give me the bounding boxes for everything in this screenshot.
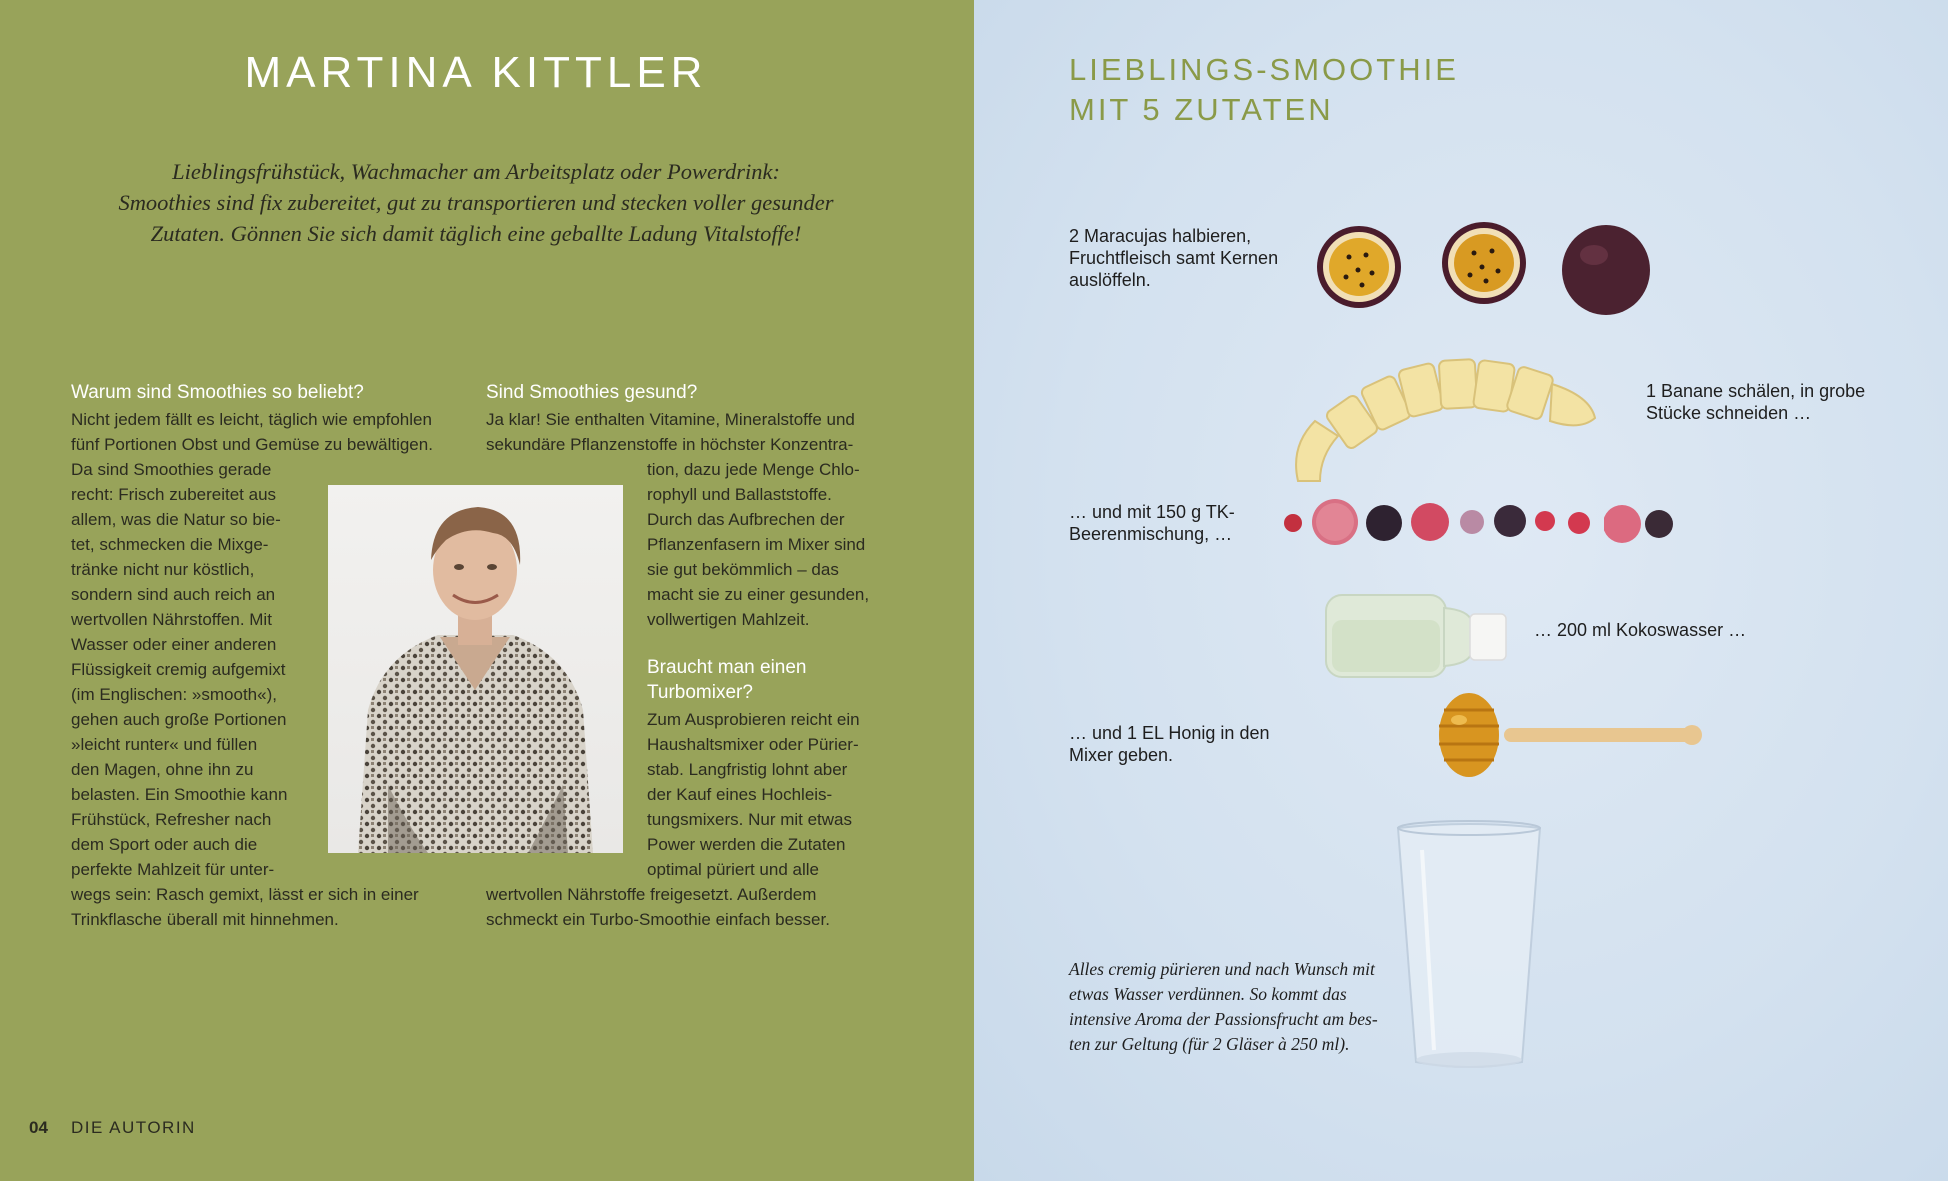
text-line: der Kauf eines Hochleis- [647,785,833,804]
section-label: DIE AUTORIN [71,1118,196,1137]
intro-paragraph [70,156,882,249]
text-line: belasten. Ein Smoothie kann [71,785,288,804]
text-line: tet, schmecken die Mixge- [71,535,269,554]
step-line: Stücke schneiden … [1646,403,1812,423]
berries-illustration [1280,495,1620,550]
column1-text-narrow [71,457,287,882]
text-line: fünf Portionen Obst und Gemüse zu bewältigen. [71,435,433,454]
step-berries-text [1069,501,1235,545]
text-line: recht: Frisch zubereitet aus [71,485,277,504]
text-line: wertvollen Nährstoffen. Mit [71,610,272,629]
closing-instructions [1069,957,1409,1057]
text-line: tion, dazu jede Menge Chlo- [647,460,860,479]
column1-heading: Warum sind Smoothies so beliebt? [71,382,364,403]
step-banana-text [1646,380,1865,424]
text-line: sie gut bekömmlich – das [647,560,839,579]
intro-line: Smoothies sind fix zubereitet, gut zu transportieren und stecken voller gesunder [118,190,834,215]
step-line: 2 Maracujas halbieren, [1069,226,1252,246]
step-line: Beerenmischung, … [1069,524,1233,544]
intro-line: Zutaten. Gönnen Sie sich damit täglich eine geballte Ladung Vitalstoffe! [150,221,802,246]
closing-line: etwas Wasser verdünnen. So kommt das [1069,984,1347,1004]
column2-text-top [486,407,855,457]
text-line: perfekte Mahlzeit für unter- [71,860,275,879]
text-line: schmeckt ein Turbo-Smoothie einfach besser. [486,910,830,929]
banana-illustration [1290,336,1610,486]
step-line: Fruchtfleisch samt Kernen [1069,248,1279,268]
text-line: optimal püriert und alle [647,860,819,879]
text-line: macht sie zu einer gesunden, [647,585,870,604]
step-maracuja-text [1069,225,1278,291]
text-line: wertvollen Nährstoffe freigesetzt. Außerdem [486,885,817,904]
column2-text-narrow2 [647,707,860,882]
step-line: Mixer geben. [1069,745,1174,765]
step-coconut-text [1534,619,1746,641]
glass-illustration [1394,820,1544,1075]
coconut-water-bottle-illustration [1324,590,1509,680]
author-portrait-illustration [328,485,623,853]
berries-illustration-end [1604,500,1674,550]
step-line: … 200 ml Kokoswasser … [1534,620,1747,640]
passion-fruit-illustration [1314,215,1654,320]
column1-text-bottom [71,882,419,932]
text-line: (im Englischen: »smooth«), [71,685,277,704]
text-line: dem Sport oder auch die [71,835,258,854]
text-line: Pflanzenfasern im Mixer sind [647,535,866,554]
text-line: tungsmixers. Nur mit etwas [647,810,852,829]
text-line: »leicht runter« und füllen [71,735,258,754]
author-portrait-photo [328,485,623,853]
title-line: MIT 5 ZUTATEN [1069,92,1334,127]
text-line: sekundäre Pflanzenstoffe in höchster Konzentra- [486,435,854,454]
author-name: MARTINA KITTLER [244,48,708,97]
text-line: Haushaltsmixer oder Pürier- [647,735,859,754]
intro-line: Lieblingsfrühstück, Wachmacher am Arbeitsplatz oder Powerdrink: [172,159,780,184]
text-line: allem, was die Natur so bie- [71,510,281,529]
recipe-title [1069,50,1459,130]
step-honey-text [1069,722,1269,766]
step-line: … und mit 150 g TK- [1069,502,1235,522]
title-line: LIEBLINGS-SMOOTHIE [1069,52,1459,87]
heading-line: Turbomixer? [647,682,753,703]
text-line: gehen auch große Portionen [71,710,287,729]
right-page-recipe [974,0,1948,1181]
closing-line: Alles cremig pürieren und nach Wunsch mit [1069,959,1375,979]
column2-heading: Sind Smoothies gesund? [486,382,698,403]
closing-line: ten zur Geltung (für 2 Gläser à 250 ml). [1069,1034,1350,1054]
text-line: Frühstück, Refresher nach [71,810,272,829]
step-line: 1 Banane schälen, in grobe [1646,381,1866,401]
text-line: Zum Ausprobieren reicht ein [647,710,860,729]
text-line: Flüssigkeit cremig aufgemixt [71,660,286,679]
text-line: Trinkflasche überall mit hinnehmen. [71,910,339,929]
text-line: stab. Langfristig lohnt aber [647,760,848,779]
text-line: Ja klar! Sie enthalten Vitamine, Mineralstoffe und [486,410,855,429]
text-line: sondern sind auch reich an [71,585,276,604]
column2-heading2 [647,655,807,705]
honey-dipper-illustration [1434,690,1704,785]
column2-text-narrow [647,457,869,632]
page-number: 04 [29,1118,48,1137]
text-line: Da sind Smoothies gerade [71,460,272,479]
closing-line: intensive Aroma der Passionsfrucht am bes- [1069,1009,1378,1029]
step-line: … und 1 EL Honig in den [1069,723,1270,743]
text-line: Power werden die Zutaten [647,835,846,854]
column1-text-top [71,407,433,457]
text-line: Durch das Aufbrechen der [647,510,845,529]
text-line: Nicht jedem fällt es leicht, täglich wie empfohlen [71,410,432,429]
step-line: auslöffeln. [1069,270,1151,290]
text-line: vollwertigen Mahlzeit. [647,610,810,629]
heading-line: Braucht man einen [647,657,807,678]
column2-text-bottom [486,882,830,932]
text-line: rophyll und Ballaststoffe. [647,485,832,504]
text-line: Wasser oder einer anderen [71,635,277,654]
text-line: den Magen, ohne ihn zu [71,760,254,779]
text-line: wegs sein: Rasch gemixt, lässt er sich in einer [71,885,419,904]
text-line: tränke nicht nur köstlich, [71,560,255,579]
